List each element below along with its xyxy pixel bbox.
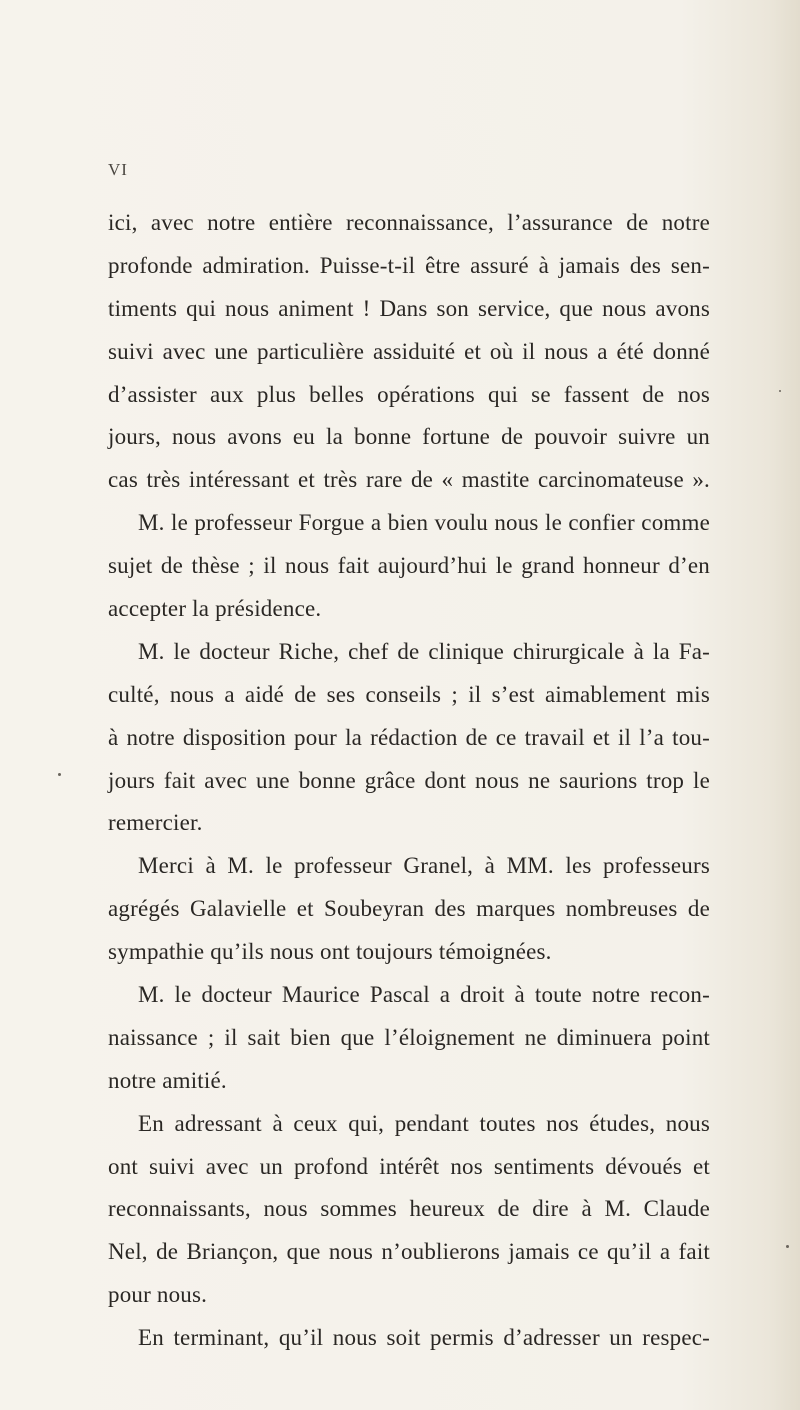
text-line: M. le docteur Riche, chef de clinique chirurgicale à la Fa- xyxy=(138,638,710,664)
text-line: remercier. xyxy=(108,810,203,836)
text-line: sympathie qu’ils nous ont toujours témoignées. xyxy=(108,939,552,965)
paper-speck xyxy=(786,1245,789,1248)
body-text xyxy=(108,202,710,1360)
text-line: jours, nous avons eu la bonne fortune de pouvoir suivre un xyxy=(108,424,710,450)
text-line: à notre disposition pour la rédaction de ce travail et il l’a tou- xyxy=(108,724,710,750)
text-line: profonde admiration. Puisse-t-il être assuré à jamais des sen- xyxy=(108,252,710,278)
text-line: M. le professeur Forgue a bien voulu nous le confier comme xyxy=(138,510,710,536)
text-line: suivi avec une particulière assiduité et où il nous a été donné xyxy=(108,338,710,364)
text-line: cas très intéressant et très rare de « mastite carcinomateuse ». xyxy=(108,467,710,493)
text-line: naissance ; il sait bien que l’éloignement ne diminuera point xyxy=(108,1024,710,1050)
paper-speck xyxy=(779,390,781,392)
text-line: ici, avec notre entière reconnaissance, l’assurance de notre xyxy=(108,210,710,235)
text-line: culté, nous a aidé de ses conseils ; il s’est aimablement mis xyxy=(108,681,710,707)
text-line: pour nous. xyxy=(108,1282,208,1308)
text-line: Merci à M. le professeur Granel, à MM. les professeurs xyxy=(138,853,710,879)
text-line: jours fait avec une bonne grâce dont nous ne saurions trop le xyxy=(108,767,710,793)
page-number: VI xyxy=(108,160,128,179)
text-line: ont suivi avec un profond intérêt nos sentiments dévoués et xyxy=(108,1153,710,1179)
text-line: notre amitié. xyxy=(108,1067,227,1093)
text-line: M. le docteur Maurice Pascal a droit à toute notre recon- xyxy=(138,982,710,1008)
text-line: Nel, de Briançon, que nous n’oublierons jamais ce qu’il a fait xyxy=(108,1239,710,1265)
text-line: timents qui nous animent ! Dans son service, que nous avons xyxy=(108,295,710,321)
paper-speck xyxy=(58,773,61,776)
text-line: reconnaissants, nous sommes heureux de dire à M. Claude xyxy=(108,1196,710,1222)
text-line: En adressant à ceux qui, pendant toutes nos études, nous xyxy=(138,1110,710,1136)
text-line: agrégés Galavielle et Soubeyran des marques nombreuses de xyxy=(108,896,710,922)
text-line: En terminant, qu’il nous soit permis d’adresser un respec- xyxy=(138,1325,710,1351)
text-line: accepter la présidence. xyxy=(108,596,322,622)
text-line: sujet de thèse ; il nous fait aujourd’hui le grand honneur d’en xyxy=(108,553,710,579)
text-line: d’assister aux plus belles opérations qui se fassent de nos xyxy=(108,381,710,407)
